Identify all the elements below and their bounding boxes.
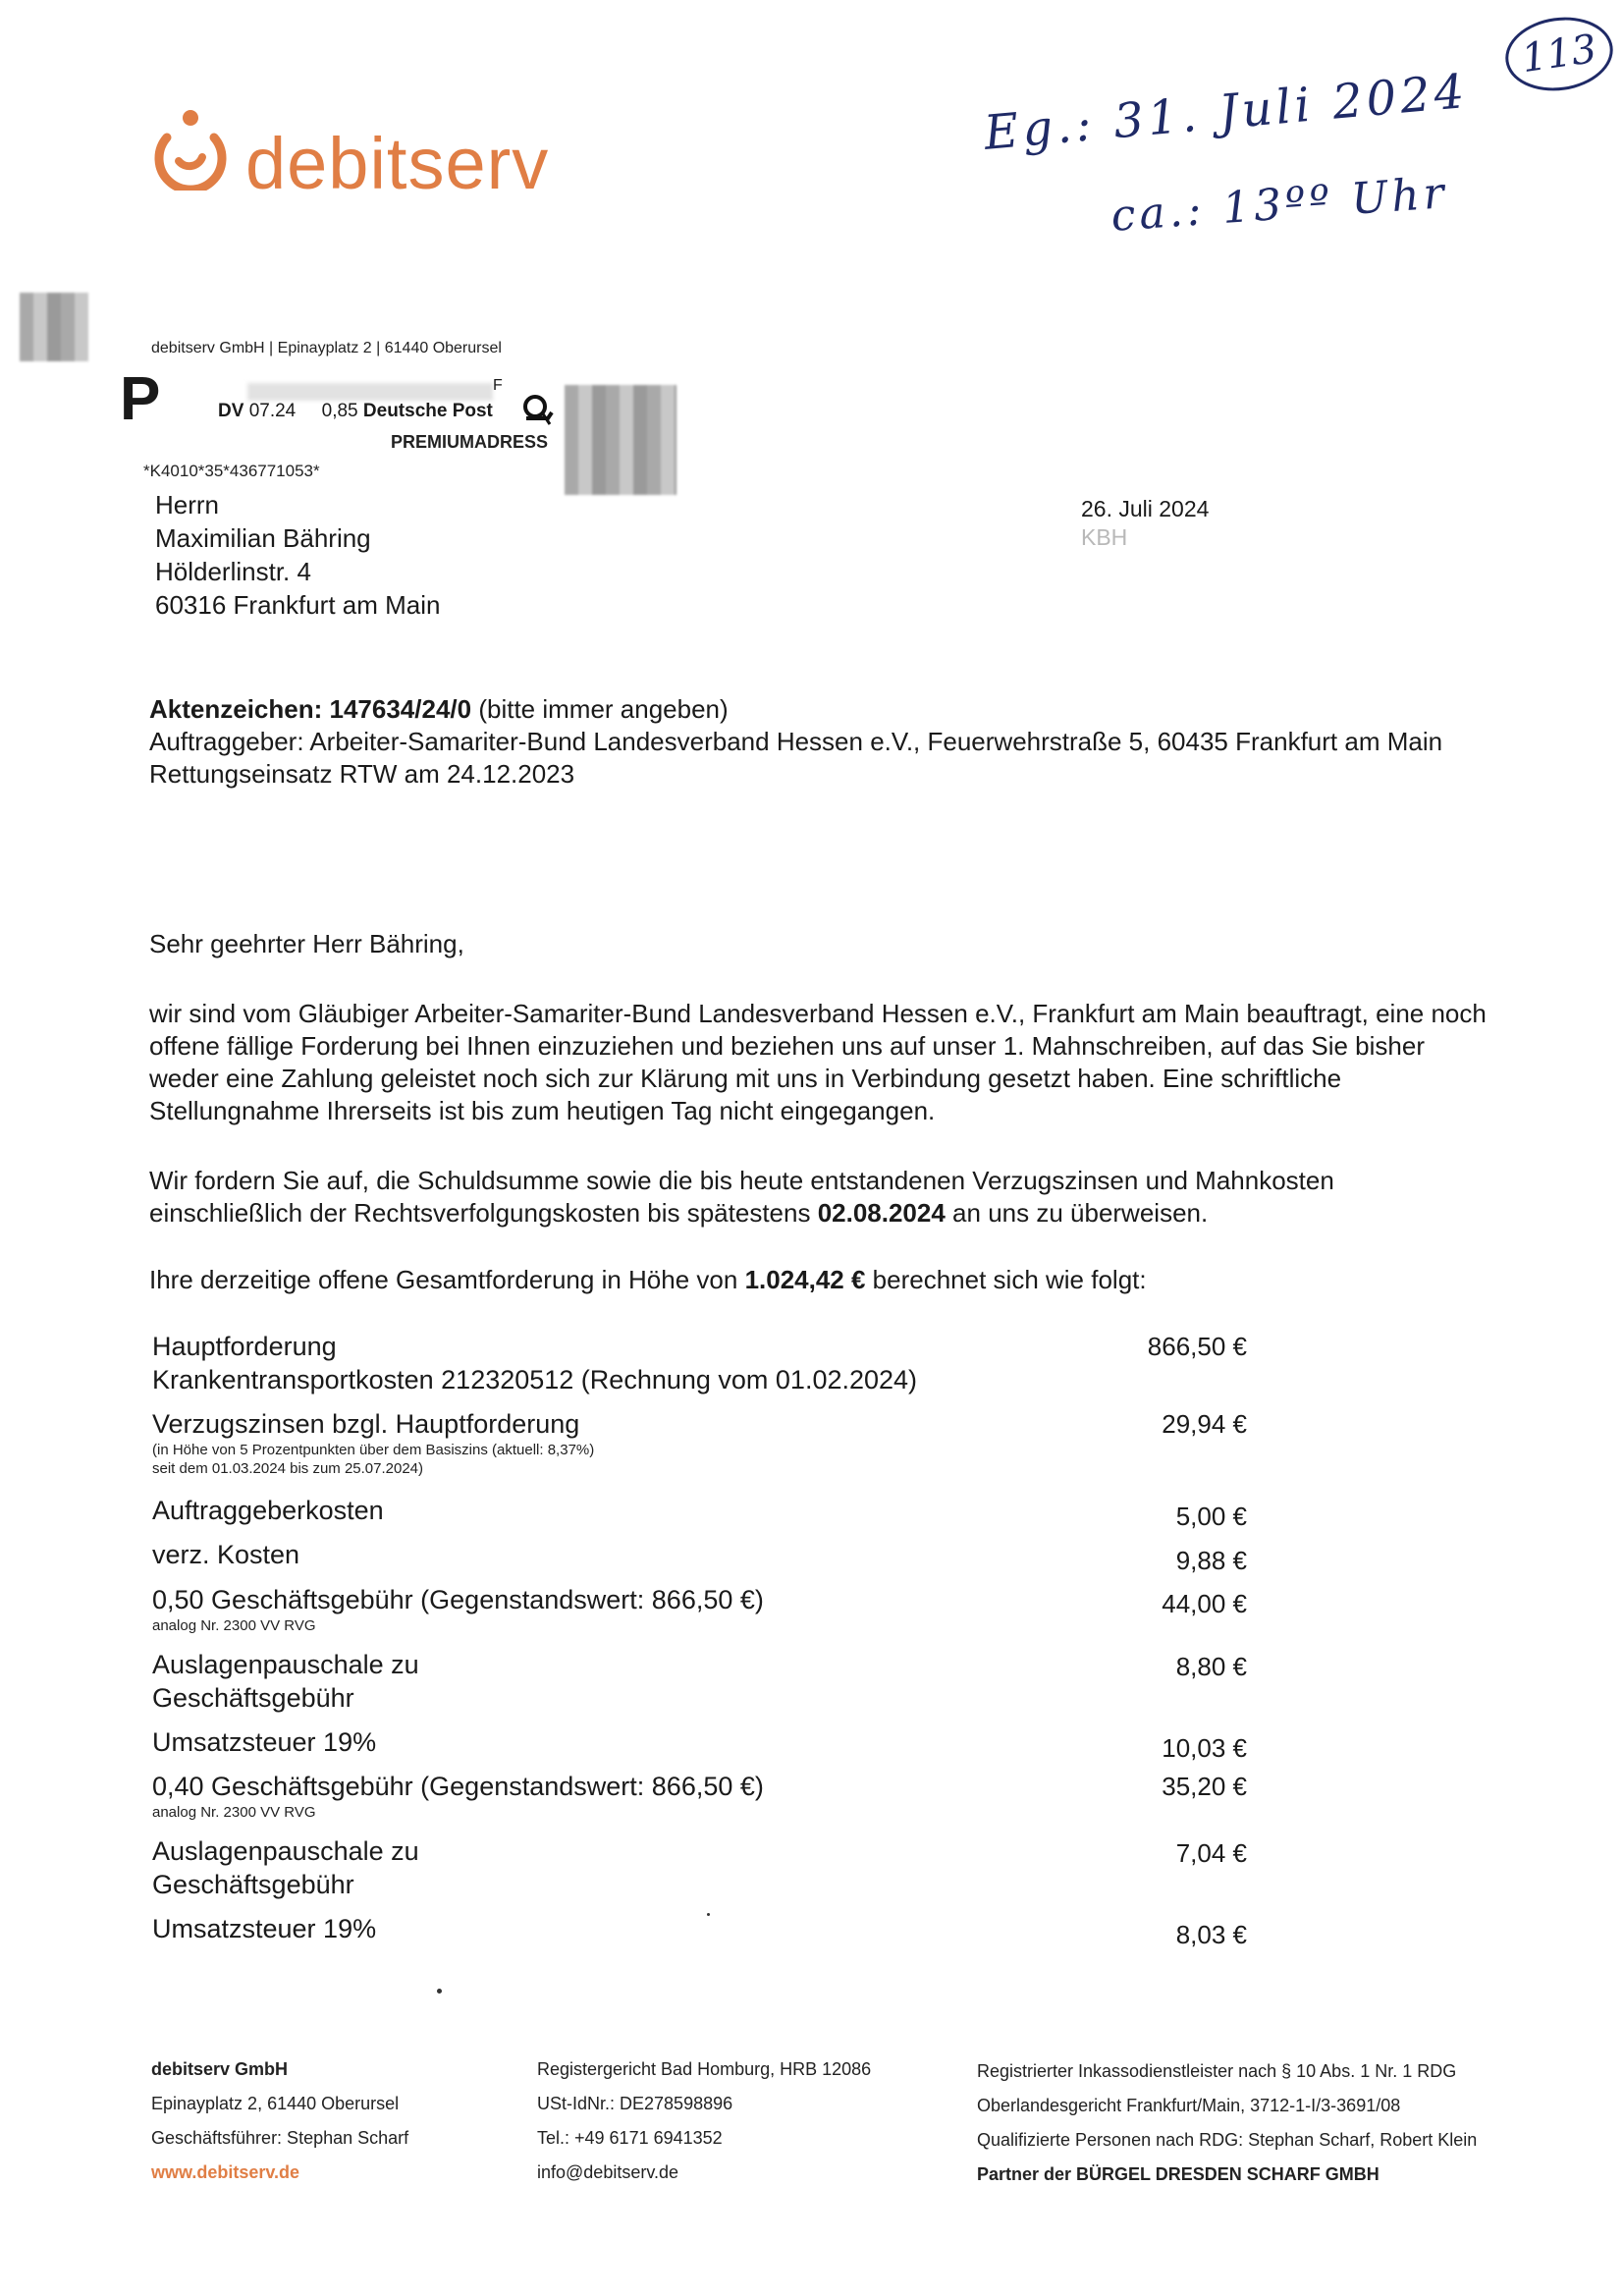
handwritten-receipt-date: Eg.: 31. Juli 2024 <box>982 63 1471 161</box>
postage-f-mark: F <box>493 377 503 394</box>
claim-row-vat-2 <box>152 1912 1247 1949</box>
claim-row-interest <box>152 1407 1247 1478</box>
footer-website-link[interactable]: www.debitserv.de <box>151 2162 300 2182</box>
claim-label: Umsatzsteuer 19% <box>152 1914 377 1943</box>
claim-label-detail: Krankentransportkosten 212320512 (Rechnung vom 01.02.2024) <box>152 1365 918 1394</box>
footer-email-link[interactable]: info@debitserv.de <box>537 2162 679 2182</box>
footer-legal-registration: Registrierter Inkassodienstleister nach § 10 Abs. 1 Nr. 1 RDG <box>977 2061 1457 2081</box>
claim-amount: 8,80 € <box>1175 1652 1247 1681</box>
letter-paragraph-3 <box>149 1264 1494 1296</box>
claim-note: (in Höhe von 5 Prozentpunkten über dem Basiszins (aktuell: 8,37%) <box>152 1442 595 1458</box>
claim-row-principal <box>152 1330 1247 1396</box>
footer-legal-court: Oberlandesgericht Frankfurt/Main, 3712-1-I/3-3691/08 <box>977 2096 1401 2115</box>
postage-carrier: Deutsche Post <box>362 401 493 421</box>
claim-amount: 10,03 € <box>1162 1733 1247 1763</box>
footer-register-column <box>537 2052 871 2190</box>
postal-code-line: *K4010*35*436771053* <box>143 462 320 480</box>
claim-label: Auslagenpauschale zu <box>152 1836 419 1866</box>
logo-text: debitserv <box>245 123 550 204</box>
claim-row-client-costs <box>152 1494 1247 1531</box>
claim-label-detail: Geschäftsgebühr <box>152 1870 354 1899</box>
claim-label: Auftraggeberkosten <box>152 1496 384 1525</box>
claim-amount: 866,50 € <box>1147 1332 1247 1361</box>
footer-register: Registergericht Bad Homburg, HRB 12086 <box>537 2059 872 2079</box>
clerk-initials: KBH <box>1081 524 1128 550</box>
footer-phone: Tel.: +49 6171 6941352 <box>537 2128 723 2148</box>
claim-note: analog Nr. 2300 VV RVG <box>152 1804 316 1821</box>
case-line: Rettungseinsatz RTW am 24.12.2023 <box>149 759 575 789</box>
redaction-block <box>565 385 676 495</box>
footer-company-name: debitserv GmbH <box>151 2059 289 2079</box>
footer-vat-id: USt-IdNr.: DE278598896 <box>537 2094 733 2113</box>
claim-row-expense-2 <box>152 1834 1247 1901</box>
claim-amount: 35,20 € <box>1162 1772 1247 1801</box>
paragraph-3-end: berechnet sich wie folgt: <box>865 1265 1147 1294</box>
paragraph-2-end: an uns zu überweisen. <box>945 1198 1209 1228</box>
claim-note: analog Nr. 2300 VV RVG <box>152 1617 316 1634</box>
claim-label: Umsatzsteuer 19% <box>152 1727 377 1757</box>
claim-amount: 9,88 € <box>1175 1546 1247 1575</box>
claim-row-default-costs <box>152 1538 1247 1575</box>
client-line: Auftraggeber: Arbeiter-Samariter-Bund Landesverband Hessen e.V., Feuerwehrstraße 5, 60435 Frankfurt am Main <box>149 727 1443 756</box>
footer-partner: Partner der BÜRGEL DRESDEN SCHARF GMBH <box>977 2164 1380 2184</box>
postage-line <box>218 401 493 422</box>
claim-label: Auslagenpauschale zu <box>152 1650 419 1679</box>
redaction-block <box>20 293 88 361</box>
footer-company-column <box>151 2052 408 2190</box>
redaction-blur <box>247 383 493 401</box>
claim-row-expense-1 <box>152 1648 1247 1715</box>
recipient-name: Maximilian Bähring <box>155 523 371 553</box>
handwritten-circled-number: 113 <box>1500 11 1617 98</box>
total-claim: 1.024,42 € <box>744 1265 866 1294</box>
paragraph-2-text: Wir fordern Sie auf, die Schuldsumme sowie die bis heute entstandenen Verzugszinsen und Mahnkosten einschließlich der Rechtsverfolgungskosten bis spätestens <box>149 1166 1334 1228</box>
postage-p-mark: P <box>120 365 161 433</box>
reference-block <box>149 693 1494 791</box>
footer-ceo: Geschäftsführer: Stephan Scharf <box>151 2128 409 2148</box>
file-reference <box>149 693 1494 726</box>
claim-row-vat-1 <box>152 1725 1247 1763</box>
letter-salutation: Sehr geehrter Herr Bähring, <box>149 929 464 958</box>
claim-label-detail: Geschäftsgebühr <box>152 1683 354 1713</box>
file-reference-label: Aktenzeichen: <box>149 694 323 724</box>
file-reference-note: (bitte immer angeben) <box>478 694 729 724</box>
claim-label: Hauptforderung <box>152 1332 337 1361</box>
scan-speck <box>437 1989 442 1994</box>
postage-dv-label: DV <box>218 401 244 421</box>
letter-paragraph-2 <box>149 1165 1494 1230</box>
sender-return-address: debitserv GmbH | Epinayplatz 2 | 61440 Oberursel <box>151 340 502 356</box>
debitserv-logo-icon <box>149 108 232 191</box>
recipient-city: 60316 Frankfurt am Main <box>155 590 441 620</box>
footer-legal-persons: Qualifizierte Personen nach RDG: Stephan Scharf, Robert Klein <box>977 2130 1478 2150</box>
post-horn-icon <box>520 393 554 426</box>
footer-legal-column <box>977 2054 1477 2192</box>
claim-amount: 29,94 € <box>1162 1409 1247 1439</box>
claim-row-fee-2 <box>152 1770 1247 1822</box>
letter-date: 26. Juli 2024 <box>1081 496 1210 521</box>
recipient-street: Hölderlinstr. 4 <box>155 557 311 586</box>
recipient-address <box>155 488 440 622</box>
claim-amount: 8,03 € <box>1175 1920 1247 1949</box>
claim-label: verz. Kosten <box>152 1540 300 1569</box>
footer-company-address: Epinayplatz 2, 61440 Oberursel <box>151 2094 400 2113</box>
claim-row-fee-1 <box>152 1583 1247 1635</box>
claim-amount: 5,00 € <box>1175 1502 1247 1531</box>
recipient-salutation: Herrn <box>155 490 220 519</box>
postage-dv-date: 07.24 <box>248 401 297 421</box>
payment-deadline: 02.08.2024 <box>817 1198 946 1228</box>
file-reference-number: 147634/24/0 <box>329 694 472 724</box>
claim-note: seit dem 01.03.2024 bis zum 25.07.2024) <box>152 1460 424 1477</box>
claim-amount: 44,00 € <box>1162 1589 1247 1618</box>
handwritten-receipt-time: ca.: 13ºº Uhr <box>1109 168 1450 242</box>
claim-label: Verzugszinsen bzgl. Hauptforderung <box>152 1409 580 1439</box>
claim-amount: 7,04 € <box>1175 1838 1247 1868</box>
letter-paragraph-1: wir sind vom Gläubiger Arbeiter-Samariter-Bund Landesverband Hessen e.V., Frankfurt am Main beauftragt, eine noch offene fällige Forderung bei Ihnen einzuziehen und beziehen uns auf unser 1. Mahnschreiben, auf das Sie bisher weder eine Zahlung geleistet noch sich zur Klärung mit uns in Verbindung gesetzt haben. Eine schriftliche Stellungnahme Ihrerseits ist bis zum heutigen Tag nicht eingegangen. <box>149 999 1487 1125</box>
claim-label: 0,50 Geschäftsgebühr (Gegenstandswert: 866,50 €) <box>152 1585 764 1614</box>
premiumadress-label: PREMIUMADRESS <box>391 432 549 452</box>
paragraph-3-text: Ihre derzeitige offene Gesamtforderung in Höhe von <box>149 1265 745 1294</box>
postage-price: 0,85 <box>321 401 358 421</box>
claim-label: 0,40 Geschäftsgebühr (Gegenstandswert: 866,50 €) <box>152 1772 764 1801</box>
scan-speck <box>707 1913 710 1916</box>
